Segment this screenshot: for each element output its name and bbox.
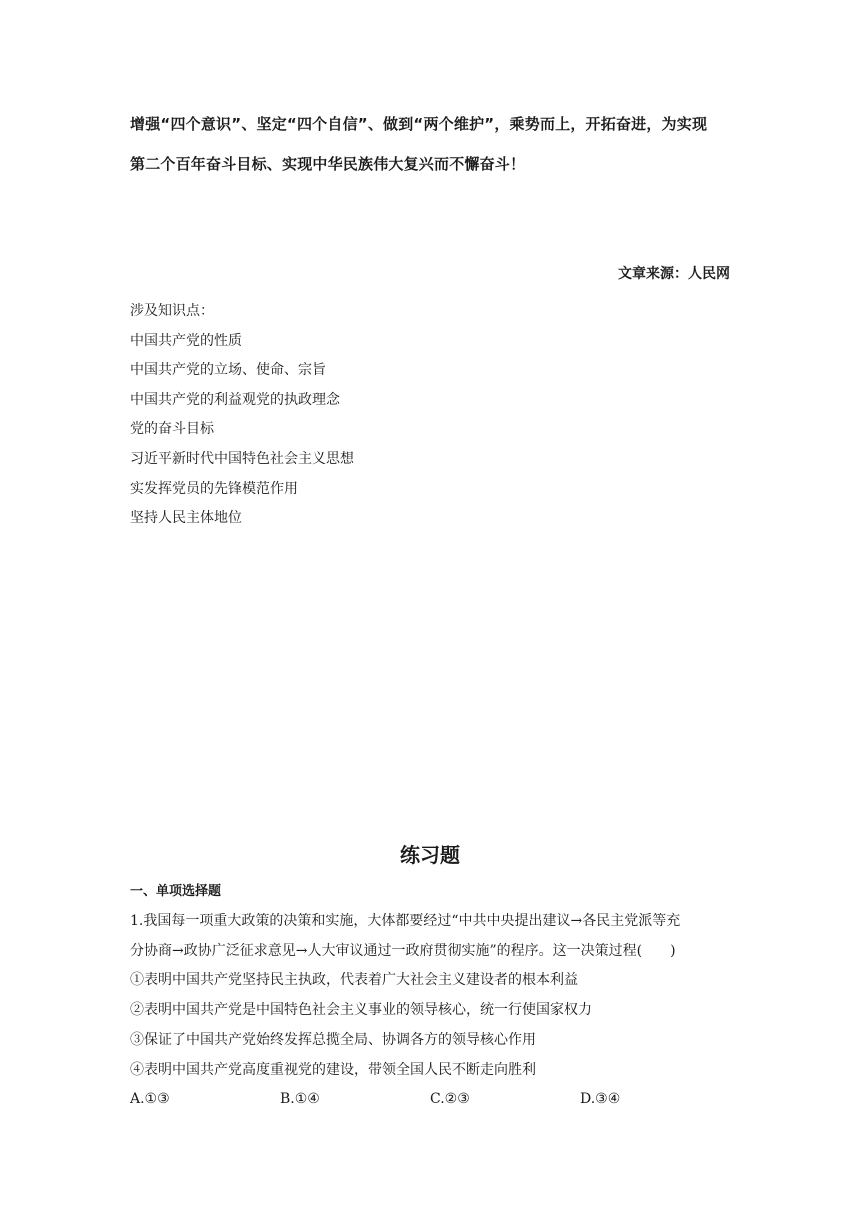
question-statement: ④表明中国共产党高度重视党的建设，带领全国人民不断走向胜利 — [130, 1061, 536, 1078]
knowledge-item: 习近平新时代中国特色社会主义思想 — [130, 450, 354, 467]
answer-options — [130, 1085, 744, 1115]
question-statement: ①表明中国共产党坚持民主执政，代表着广大社会主义建设者的根本利益 — [130, 972, 578, 989]
knowledge-item: 中国共产党的立场、使命、宗旨 — [130, 362, 326, 379]
option-a: A.①③ — [130, 1091, 170, 1108]
intro-paragraph — [130, 104, 740, 184]
question-statement: ②表明中国共产党是中国特色社会主义事业的领导核心，统一行使国家权力 — [130, 1002, 592, 1019]
article-source: 文章来源：人民网 — [618, 266, 730, 282]
option-b: B.①④ — [280, 1091, 320, 1108]
section-heading: 一、单项选择题 — [130, 884, 222, 899]
question-statement: ③保证了中国共产党始终发挥总揽全局、协调各方的领导核心作用 — [130, 1031, 536, 1048]
knowledge-heading: 涉及知识点： — [130, 303, 214, 319]
question-1 — [130, 907, 744, 1115]
knowledge-item: 实发挥党员的先锋模范作用 — [130, 480, 298, 497]
question-stem-line-1: 1.我国每一项重大政策的决策和实施，大体都要经过“中共中央提出建议→各民主党派等充 — [130, 913, 681, 929]
intro-line-2: 第二个百年奋斗目标、实现中华民族伟大复兴而不懈奋斗！ — [130, 155, 526, 173]
knowledge-item: 中国共产党的利益观党的执政理念 — [130, 391, 340, 408]
knowledge-item: 党的奋斗目标 — [130, 421, 214, 438]
intro-line-1: 增强“四个意识”、坚定“四个自信”、做到“两个维护”，乘势而上，开拓奋进，为实现 — [130, 115, 708, 133]
knowledge-points — [130, 297, 740, 534]
knowledge-item: 坚持人民主体地位 — [130, 510, 242, 527]
question-stem-line-2: 分协商→政协广泛征求意见→人大审议通过一政府贯彻实施”的程序。这一决策过程( ) — [130, 942, 676, 959]
exercise-title: 练习题 — [400, 843, 460, 867]
option-c: C.②③ — [430, 1091, 470, 1108]
knowledge-item: 中国共产党的性质 — [130, 332, 242, 349]
option-d: D.③④ — [580, 1091, 621, 1108]
